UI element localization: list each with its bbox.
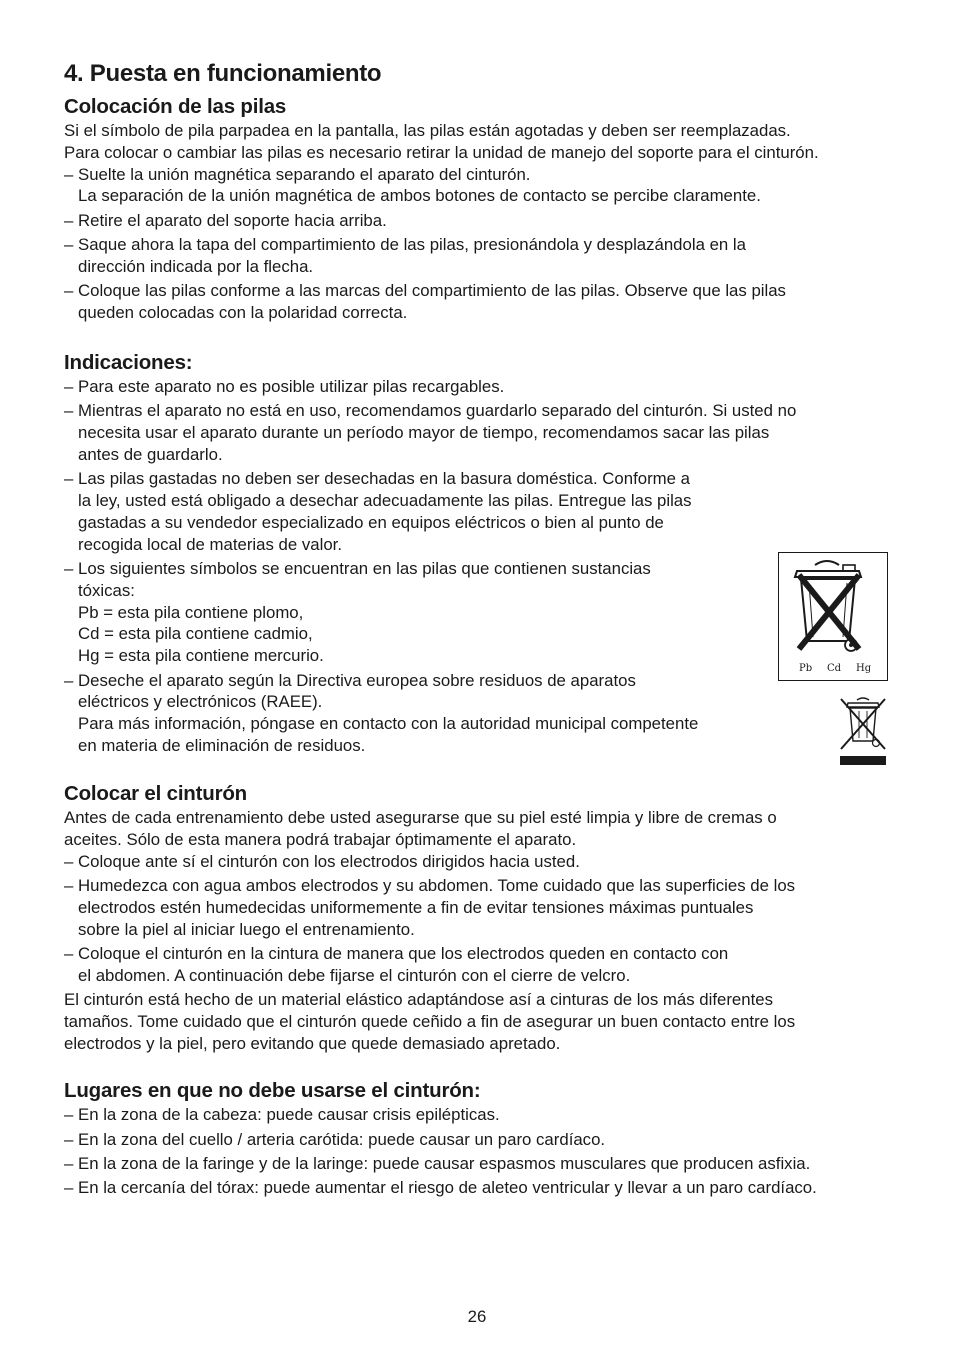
list-item-line: Retire el aparato del soporte hacia arriba. [78, 210, 387, 230]
list-item-line: La separación de la unión magnética de ambos botones de contacto se percibe claramente. [78, 186, 761, 206]
list-item [64, 280, 890, 324]
list-item-line: tóxicas: [78, 580, 135, 600]
dash-bullet: – [64, 559, 74, 579]
heading-pilas: Colocación de las pilas [64, 95, 287, 118]
indicaciones-list [64, 376, 890, 757]
list-item [64, 210, 890, 232]
pb-label: Pb [799, 663, 813, 674]
outro-line: electrodos y la piel, pero evitando que quede demasiado apretado. [64, 1033, 561, 1053]
list-item-line: Coloque ante sí el cinturón con los electrodos dirigidos hacia usted. [78, 851, 580, 871]
list-item-line: necesita usar el aparato durante un período mayor de tiempo, recomendamos sacar las pilas [78, 423, 770, 443]
lugares-list [64, 1104, 890, 1199]
list-item-line: Deseche el aparato según la Directiva europea sobre residuos de aparatos [78, 670, 636, 690]
pilas-list [64, 164, 890, 324]
heading-cinturon: Colocar el cinturón [64, 782, 248, 806]
weee-bin-icon [838, 695, 888, 767]
list-item-line: electrodos estén humedecidas uniformemente a fin de evitar tensiones máximas puntuales [78, 897, 754, 917]
list-item-line: gastadas a su vendedor especializado en equipos eléctricos o bien al punto de [78, 512, 664, 532]
list-item [64, 1153, 890, 1175]
weee-symbol [838, 695, 888, 767]
list-item-line: Humedezca con agua ambos electrodos y su abdomen. Tome cuidado que las superficies de los [78, 876, 796, 896]
dash-bullet: – [64, 876, 74, 896]
list-item-line: Para este aparato no es posible utilizar pilas recargables. [78, 377, 505, 397]
list-item-line: Hg = esta pila contiene mercurio. [78, 646, 324, 666]
list-item-line: Suelte la unión magnética separando el aparato del cinturón. [78, 164, 531, 184]
outro-line: tamaños. Tome cuidado que el cinturón quede ceñido a fin de asegurar un buen contacto entre los [64, 1011, 796, 1031]
list-item-line: queden colocadas con la polaridad correcta. [78, 302, 408, 322]
heading-lugares: Lugares en que no debe usarse el cinturón: [64, 1079, 481, 1103]
hg-label: Hg [856, 663, 872, 674]
list-item [64, 558, 778, 667]
list-item [64, 875, 890, 940]
list-item-line: Mientras el aparato no está en uso, recomendamos guardarlo separado del cinturón. Si usted no [78, 401, 797, 421]
dash-bullet: – [64, 1178, 74, 1198]
cd-label: Cd [827, 663, 842, 674]
list-item [64, 851, 890, 873]
dash-bullet: – [64, 851, 74, 871]
list-item [64, 234, 890, 278]
dash-bullet: – [64, 281, 74, 301]
cinturon-list [64, 851, 890, 987]
dash-bullet: – [64, 944, 74, 963]
list-item-line: En la zona de la cabeza: puede causar crisis epilépticas. [78, 1105, 500, 1125]
list-item [64, 376, 890, 398]
list-item-line: En la zona de la faringe y de la laringe: puede causar espasmos musculares que producen asfixia. [78, 1154, 811, 1174]
intro-line: Si el símbolo de pila parpadea en la pantalla, las pilas están agotadas y deben ser reemplazadas. [64, 121, 791, 140]
list-item-line: Saque ahora la tapa del compartimiento de las pilas, presionándola y desplazándola en la [78, 234, 746, 254]
list-item-line: eléctricos y electrónicos (RAEE). [78, 692, 323, 712]
list-item-line: sobre la piel al iniciar luego el entrenamiento. [78, 919, 415, 939]
page-number: 26 [467, 1307, 487, 1326]
dash-bullet: – [64, 1105, 74, 1125]
list-item [64, 1129, 890, 1151]
intro-line: Para colocar o cambiar las pilas es necesario retirar la unidad de manejo del soporte para el cinturón. [64, 142, 819, 162]
document-page [64, 58, 890, 1202]
dash-bullet: – [64, 1154, 74, 1174]
list-item [64, 468, 778, 555]
list-item-line: la ley, usted está obligado a desechar adecuadamente las pilas. Entregue las pilas [78, 491, 692, 511]
list-item-line: En la cercanía del tórax: puede aumentar el riesgo de aleteo ventricular y llevar a un paro cardíaco. [78, 1178, 817, 1198]
dash-bullet: – [64, 164, 74, 184]
list-item-line: antes de guardarlo. [78, 445, 223, 465]
list-item-line: recogida local de materias de valor. [78, 534, 342, 554]
list-item [64, 164, 890, 208]
dash-bullet: – [64, 469, 74, 489]
dash-bullet: – [64, 401, 74, 421]
list-item-line: Coloque el cinturón en la cintura de manera que los electrodos queden en contacto con [78, 944, 729, 963]
crossed-bin-icon [779, 553, 887, 680]
dash-bullet: – [64, 377, 74, 397]
list-item-line: Coloque las pilas conforme a las marcas del compartimiento de las pilas. Observe que las pilas [78, 281, 786, 301]
dash-bullet: – [64, 210, 74, 230]
list-item-line: En la zona del cuello / arteria carótida: puede causar un paro cardíaco. [78, 1129, 606, 1149]
list-item-line: en materia de eliminación de residuos. [78, 735, 366, 755]
list-item-line: dirección indicada por la flecha. [78, 256, 314, 276]
list-item [64, 670, 778, 757]
list-item-line: Pb = esta pila contiene plomo, [78, 602, 304, 622]
dash-bullet: – [64, 234, 74, 254]
heading-indicaciones: Indicaciones: [64, 351, 193, 375]
list-item-line: Cd = esta pila contiene cadmio, [78, 624, 313, 644]
list-item [64, 1104, 890, 1126]
list-item [64, 1177, 890, 1199]
list-item-line: Los siguientes símbolos se encuentran en las pilas que contienen sustancias [78, 559, 651, 579]
intro-line: aceites. Sólo de esta manera podrá trabajar óptimamente el aparato. [64, 830, 577, 850]
battery-disposal-symbol [778, 552, 888, 681]
dash-bullet: – [64, 1129, 74, 1149]
list-item-line: el abdomen. A continuación debe fijarse el cinturón con el cierre de velcro. [78, 965, 631, 985]
list-item [64, 400, 890, 465]
page-title: 4. Puesta en funcionamiento [64, 60, 382, 87]
list-item-line: Para más información, póngase en contacto con la autoridad municipal competente [78, 714, 699, 734]
intro-line: Antes de cada entrenamiento debe usted asegurarse que su piel esté limpia y libre de cremas o [64, 808, 777, 828]
list-item [64, 943, 890, 987]
outro-line: El cinturón está hecho de un material elástico adaptándose así a cinturas de los más diferentes [64, 990, 773, 1010]
list-item-line: Las pilas gastadas no deben ser desechadas en la basura doméstica. Conforme a [78, 469, 690, 489]
dash-bullet: – [64, 670, 74, 690]
